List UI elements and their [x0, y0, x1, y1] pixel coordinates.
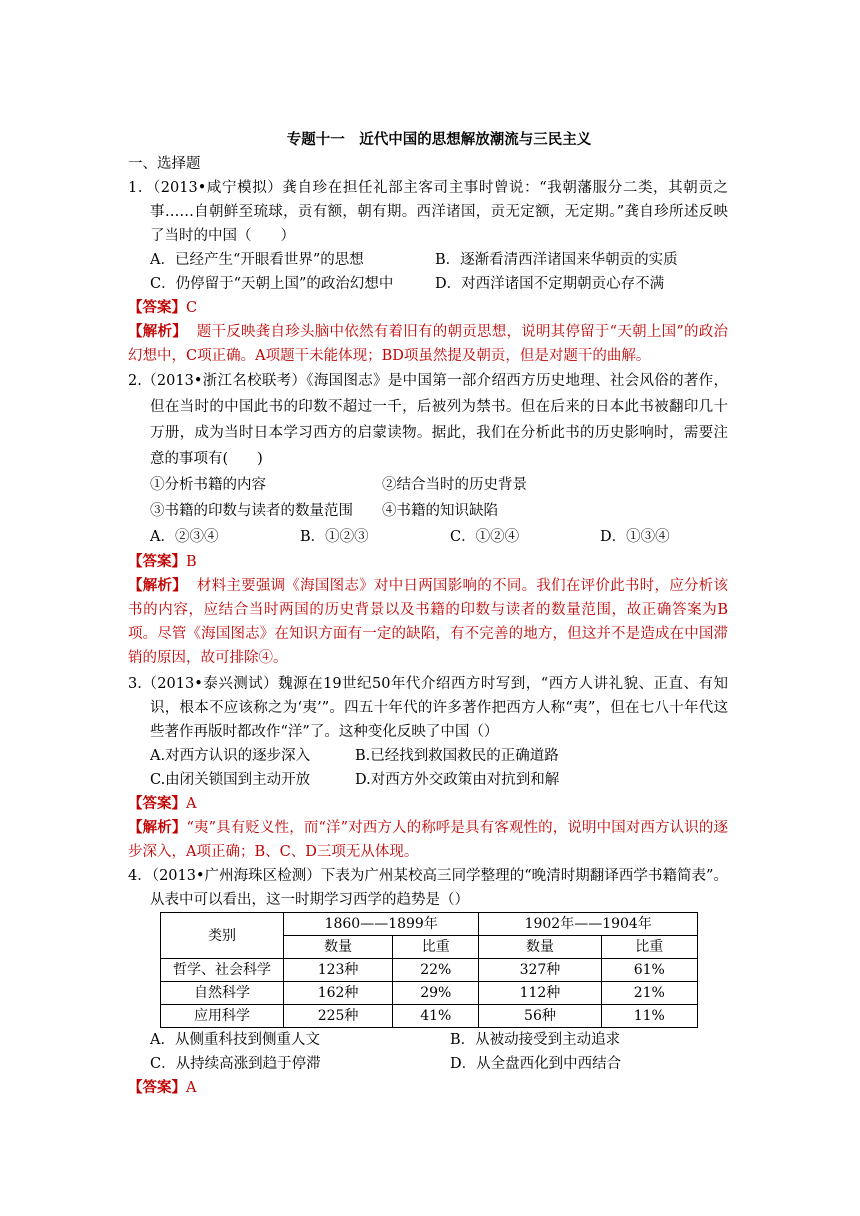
answer-line	[128, 1076, 728, 1100]
option-b: B.已经找到救国救民的正确道路	[355, 748, 559, 764]
table-cell: 56种	[479, 1005, 601, 1028]
table-header-cell: 数量	[284, 936, 393, 959]
options	[128, 248, 728, 296]
options	[128, 744, 728, 792]
table-row	[161, 982, 698, 1005]
page-title: 专题十一 近代中国的思想解放潮流与三民主义	[286, 131, 592, 148]
table-cell: 225种	[284, 1005, 393, 1028]
options	[128, 1028, 728, 1076]
options	[128, 524, 728, 550]
question-4	[128, 864, 728, 1100]
table-row	[161, 959, 698, 982]
answer-line	[128, 792, 728, 816]
explanation-text: 题干反映龚自珍头脑中依然有着旧有的朝贡思想，说明其停留于“天朝上国”的政治幻想中，C项正确。A项题干未能体现；BD项虽然提及朝贡，但是对题干的曲解。	[128, 324, 729, 364]
question-stem: 3.（2013•泰兴测试）魏源在19世纪50年代介绍西方时写到，“西方人讲礼貌、正直、有知识，根本不应该称之为‘夷’”。四五十年代的许多著作把西方人称“夷”，但在七八十年代这些著作再版时都改作“洋”了。这种变化反映了中国（）	[128, 676, 728, 740]
option-a: A．从侧重科技到侧重人文	[150, 1032, 320, 1048]
table-cell: 21%	[601, 982, 698, 1005]
table-header-cell: 比重	[393, 936, 479, 959]
option-d: D．①③④	[600, 529, 670, 545]
table-header-cell: 数量	[479, 936, 601, 959]
explanation-tag: 【解析】	[128, 819, 187, 836]
option-d: D.对西方外交政策由对抗到和解	[355, 772, 560, 788]
explanation-text: 材料主要强调《海国图志》对中日两国影响的不同。我们在评价此书时，应分析该书的内容，应结合当时两国的历史背景以及书籍的印数与读者的数量范围，故正确答案为B项。尽管《海国图志》在知识方面有一定的缺陷，有不完善的地方，但这并不是造成在中国滞销的原因，故可排除④。	[128, 578, 729, 666]
explanation-text: “夷”具有贬义性，而“洋”对西方人的称呼是具有客观性的，说明中国对西方认识的逐步深入，A项正确；B、C、D三项无从体现。	[128, 820, 728, 860]
table-header-cell: 类别	[161, 913, 284, 959]
data-table	[160, 912, 698, 1028]
table-cell: 41%	[393, 1005, 479, 1028]
explanation-tag: 【解析】	[128, 323, 187, 340]
explanation-tag: 【解析】	[128, 577, 188, 594]
option-b: B．从被动接受到主动追求	[450, 1032, 621, 1048]
answer-value: A	[186, 796, 197, 812]
table-cell: 11%	[601, 1005, 698, 1028]
explanation	[128, 816, 728, 864]
question-stem: 2.（2013•浙江名校联考）《海国图志》是中国第一部介绍西方历史地理、社会风俗的著作，但在当时的中国此书的印数不超过一千，后被列为禁书。但在后来的日本此书被翻印几十万册，成为当时日本学习西方的启蒙读物。据此，我们在分析此书的历史影响时，需要注意的事项有( )	[128, 373, 728, 467]
question-stem: 1．（2013•咸宁模拟）龚自珍在担任礼部主客司主事时曾说：“我朝藩服分二类，其朝贡之事……自朝鲜至琉球，贡有额，朝有期。西洋诸国，贡无定额，无定期。”龚自珍所述反映了当时的中国（ ）	[128, 180, 728, 244]
table-cell: 327种	[479, 959, 601, 982]
option-c: C．①②④	[450, 529, 520, 545]
table-header-cell: 1902年——1904年	[479, 913, 698, 936]
table-cell: 自然科学	[161, 982, 284, 1005]
answer-tag: 【答案】	[128, 795, 186, 812]
question-3	[128, 672, 728, 864]
option-a: A.对西方认识的逐步深入	[150, 748, 311, 764]
statement-item: ①分析书籍的内容	[150, 477, 266, 493]
answer-line	[128, 296, 728, 320]
table-cell: 应用科学	[161, 1005, 284, 1028]
table-cell: 162种	[284, 982, 393, 1005]
statement-item: ④书籍的知识缺陷	[382, 503, 498, 519]
answer-value: B	[186, 554, 197, 570]
explanation	[128, 574, 728, 670]
option-b: B．逐渐看清西洋诸国来华朝贡的实质	[435, 252, 678, 268]
option-d: D．从全盘西化到中西结合	[450, 1056, 622, 1072]
statement-item: ②结合当时的历史背景	[382, 477, 527, 493]
table-header-row	[161, 913, 698, 936]
option-d: D．对西洋诸国不定期朝贡心存不满	[435, 276, 665, 292]
table-row	[161, 1005, 698, 1028]
answer-tag: 【答案】	[128, 1079, 186, 1096]
option-a: A．②③④	[150, 529, 219, 545]
answer-tag: 【答案】	[128, 553, 186, 570]
document-page	[128, 128, 728, 1100]
table-cell: 29%	[393, 982, 479, 1005]
answer-tag: 【答案】	[128, 299, 186, 316]
option-c: C．仍停留于“天朝上国”的政治幻想中	[150, 276, 394, 292]
option-b: B．①②③	[300, 529, 369, 545]
statement-items	[128, 472, 728, 524]
table-cell: 112种	[479, 982, 601, 1005]
statement-item: ③书籍的印数与读者的数量范围	[150, 503, 353, 519]
option-c: C.由闭关锁国到主动开放	[150, 772, 311, 788]
option-c: C．从持续高涨到趋于停滞	[150, 1056, 321, 1072]
table-cell: 61%	[601, 959, 698, 982]
table-header-cell: 比重	[601, 936, 698, 959]
table-cell: 22%	[393, 959, 479, 982]
table-header-cell: 1860——1899年	[284, 913, 479, 936]
table-cell: 哲学、社会科学	[161, 959, 284, 982]
explanation	[128, 320, 728, 368]
table-cell: 123种	[284, 959, 393, 982]
question-stem: 4．（2013•广州海珠区检测）下表为广州某校高三同学整理的“晚清时期翻译西学书籍简表”。从表中可以看出，这一时期学习西学的趋势是（）	[128, 868, 728, 908]
answer-value: C	[186, 300, 198, 316]
question-2	[128, 368, 728, 670]
option-a: A．已经产生“开眼看世界”的思想	[150, 252, 364, 268]
question-1	[128, 176, 728, 368]
section-heading: 一、选择题	[128, 156, 201, 172]
answer-line	[128, 550, 728, 574]
answer-value: A	[186, 1080, 197, 1096]
